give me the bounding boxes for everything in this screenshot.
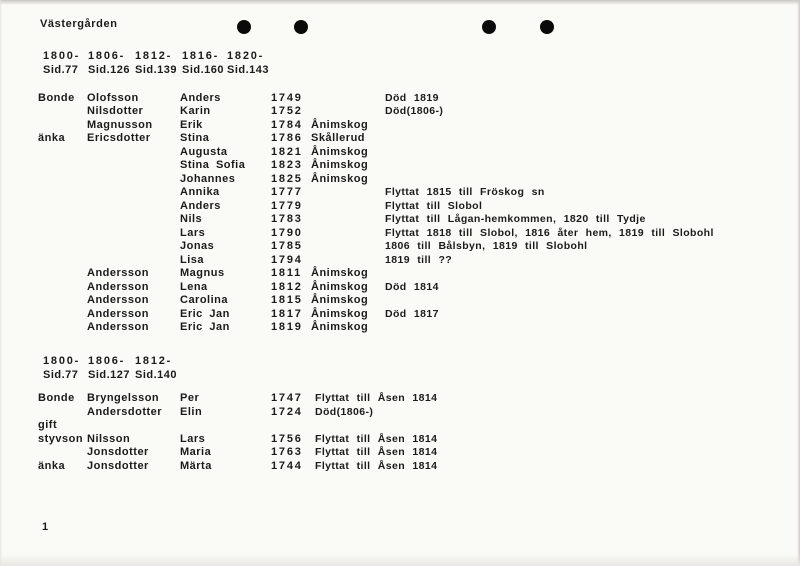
page-number: 1 (42, 521, 49, 533)
person-parish: Ånimskog (311, 118, 369, 131)
period-years: 1812- (135, 355, 173, 367)
person-note: Död 1814 (385, 280, 439, 293)
period-page-ref: Sid.160 (182, 63, 225, 76)
person-note: Död 1817 (385, 307, 439, 320)
person-given-name: Augusta (180, 145, 228, 158)
period-page-ref: Sid.140 (135, 368, 178, 381)
person-given-name: Annika (180, 186, 220, 198)
person-given-name: Jonas (180, 240, 215, 252)
person-role: änka (38, 132, 66, 144)
scan-left-edge (0, 0, 2, 566)
person-note: 1819 till ?? (385, 253, 453, 266)
person-role: gift (38, 419, 58, 431)
person-given-name: Anders (180, 199, 221, 212)
period-years: 1806- (88, 355, 126, 367)
person-birth-year: 1756 (271, 432, 303, 445)
period-years: 1806- (88, 50, 126, 62)
person-surname: Nilsson (87, 432, 131, 445)
person-surname: Andersson (87, 307, 149, 320)
person-surname: Andersdotter (87, 405, 163, 418)
person-note: Flyttat till Åsen 1814 (315, 446, 438, 458)
person-birth-year: 1763 (271, 446, 303, 458)
person-parish: Ånimskog (311, 267, 369, 279)
page-title: Västergården (40, 18, 118, 30)
person-note: Flyttat till Åsen 1814 (315, 459, 438, 472)
person-given-name: Karin (180, 105, 211, 117)
person-note: Död(1806-) (385, 105, 444, 117)
person-given-name: Johannes (180, 172, 236, 185)
period-page-ref: Sid.143 (227, 63, 270, 76)
person-note: Flyttat till Åsen 1814 (315, 432, 438, 445)
person-parish: Ånimskog (311, 307, 369, 320)
punch-hole-icon (294, 20, 308, 34)
person-given-name: Märta (180, 459, 212, 472)
person-parish: Ånimskog (311, 145, 369, 158)
person-note: Död 1819 (385, 91, 439, 104)
person-birth-year: 1744 (271, 459, 303, 472)
person-birth-year: 1815 (271, 294, 303, 306)
person-given-name: Erik (180, 118, 203, 131)
person-given-name: Lisa (180, 253, 205, 266)
person-birth-year: 1790 (271, 226, 303, 239)
person-parish: Ånimskog (311, 172, 369, 185)
person-note: Död(1806-) (315, 405, 374, 418)
punch-hole-icon (482, 20, 496, 34)
person-surname: Nilsdotter (87, 105, 144, 117)
period-years: 1816- (182, 50, 220, 62)
person-role: styvson (38, 432, 84, 445)
person-birth-year: 1724 (271, 405, 303, 418)
period-years: 1820- (227, 50, 265, 62)
person-birth-year: 1749 (271, 91, 303, 104)
person-birth-year: 1817 (271, 307, 303, 320)
punch-hole-icon (237, 20, 251, 34)
period-page-ref: Sid.139 (135, 63, 178, 76)
person-given-name: Eric Jan (180, 321, 230, 333)
person-birth-year: 1786 (271, 132, 303, 144)
person-role: Bonde (38, 91, 75, 104)
period-years: 1812- (135, 50, 173, 62)
person-birth-year: 1777 (271, 186, 303, 198)
person-birth-year: 1812 (271, 280, 303, 293)
person-note: Flyttat till Slobol (385, 199, 483, 212)
person-birth-year: 1783 (271, 213, 303, 225)
person-birth-year: 1819 (271, 321, 303, 333)
period-years: 1800- (43, 50, 81, 62)
person-surname: Bryngelsson (87, 392, 160, 404)
person-birth-year: 1823 (271, 159, 303, 171)
period-page-ref: Sid.77 (43, 63, 79, 76)
person-birth-year: 1785 (271, 240, 303, 252)
person-given-name: Per (180, 392, 200, 404)
person-parish: Ånimskog (311, 321, 369, 333)
person-given-name: Lars (180, 226, 206, 239)
person-given-name: Eric Jan (180, 307, 230, 320)
person-birth-year: 1779 (271, 199, 303, 212)
person-surname: Andersson (87, 267, 149, 279)
person-surname: Jonsdotter (87, 446, 149, 458)
person-note: Flyttat 1815 till Fröskog sn (385, 186, 545, 198)
period-page-ref: Sid.77 (43, 368, 79, 381)
person-given-name: Maria (180, 446, 212, 458)
person-note: 1806 till Bålsbyn, 1819 till Slobohl (385, 240, 588, 252)
person-birth-year: 1811 (271, 267, 303, 279)
person-surname: Ericsdotter (87, 132, 151, 144)
person-birth-year: 1752 (271, 105, 303, 117)
person-birth-year: 1747 (271, 392, 303, 404)
person-parish: Ånimskog (311, 294, 369, 306)
person-parish: Ånimskog (311, 280, 369, 293)
person-given-name: Magnus (180, 267, 225, 279)
person-birth-year: 1794 (271, 253, 303, 266)
person-given-name: Stina (180, 132, 210, 144)
person-birth-year: 1821 (271, 145, 303, 158)
period-page-ref: Sid.127 (88, 368, 131, 381)
person-note: Flyttat till Åsen 1814 (315, 392, 438, 404)
person-given-name: Lars (180, 432, 206, 445)
person-given-name: Anders (180, 91, 221, 104)
person-given-name: Nils (180, 213, 203, 225)
person-note: Flyttat till Lågan-hemkommen, 1820 till Tydje (385, 213, 646, 225)
period-page-ref: Sid.126 (88, 63, 131, 76)
person-surname: Andersson (87, 321, 149, 333)
person-birth-year: 1825 (271, 172, 303, 185)
person-given-name: Carolina (180, 294, 229, 306)
punch-hole-icon (540, 20, 554, 34)
person-surname: Jonsdotter (87, 459, 149, 472)
scan-bottom-edge (0, 554, 800, 566)
person-given-name: Stina Sofia (180, 159, 246, 171)
person-given-name: Lena (180, 280, 208, 293)
person-surname: Olofsson (87, 91, 139, 104)
person-parish: Ånimskog (311, 159, 369, 171)
person-role: änka (38, 459, 66, 472)
person-surname: Andersson (87, 294, 149, 306)
scan-top-edge (0, 0, 800, 5)
person-parish: Skållerud (311, 132, 366, 144)
person-birth-year: 1784 (271, 118, 303, 131)
person-given-name: Elin (180, 405, 203, 418)
person-role: Bonde (38, 392, 75, 404)
person-note: Flyttat 1818 till Slobol, 1816 åter hem, 1819 till Slobohl (385, 226, 714, 239)
person-surname: Magnusson (87, 118, 153, 131)
period-years: 1800- (43, 355, 81, 367)
person-surname: Andersson (87, 280, 149, 293)
